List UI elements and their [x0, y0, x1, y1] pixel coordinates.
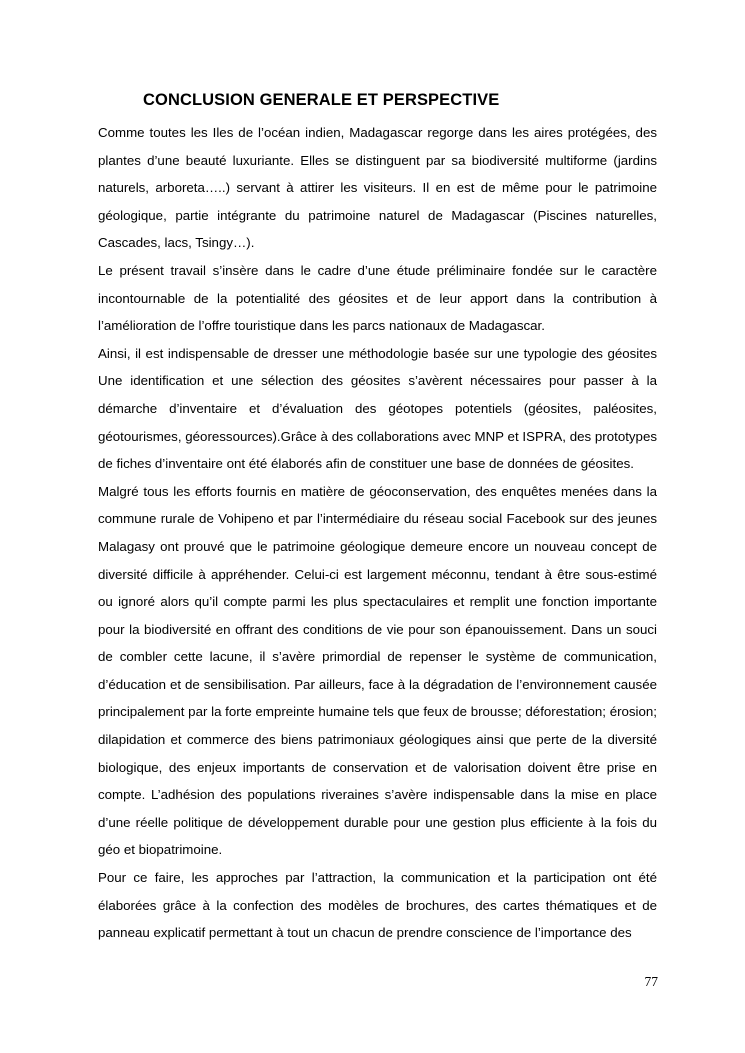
paragraph-2: Le présent travail s’insère dans le cadre d’une étude préliminaire fondée sur le caractère incontournable de la potentialité des géosites et de leur apport dans la contribution à l’amélioration de l’offre touristique dans les parcs nationaux de Madagascar.	[98, 262, 657, 334]
section-title: CONCLUSION GENERALE ET PERSPECTIVE	[143, 91, 500, 109]
paragraph-5: Pour ce faire, les approches par l’attraction, la communication et la participation ont été élaborées grâce à la confection des modèles de brochures, des cartes thématiques et de panneau explicatif permettant à tout un chacun de prendre conscience de l’importance des	[98, 870, 657, 941]
paragraph-4: Malgré tous les efforts fournis en matière de géoconservation, des enquêtes menées dans la commune rurale de Vohipeno et par l’intermédiaire du réseau social Facebook sur des jeunes Malagasy ont prouvé que le patrimoine géologique demeure encore un nouveau concept de diversité difficile à appréhender. Celui-ci est largement méconnu, tendant à être sous-estimé ou ignoré alors qu’il compte parmi les plus spectaculaires et remplit une fonction importante pour la biodiversité en offrant des conditions de vie pour son épanouissement. Dans un souci de combler cette lacune, il s’avère primordial de repenser le système de communication, d’éducation et de sensibilisation. Par ailleurs, face à la dégradation de l’environnement causée principalement par la forte empreinte humaine tels que feux de brousse; déforestation; érosion; dilapidation et commerce des biens patrimoniaux géologiques ainsi que perte de la diversité biologique, des enjeux importants de conservation et de valorisation doivent être prise en compte. L’adhésion des populations riveraines s’avère indispensable dans la mise en place d’une réelle politique de développement durable pour une gestion plus efficiente à la fois du géo et biopatrimoine.	[98, 483, 657, 858]
body-text	[98, 119, 657, 947]
page-number: 77	[644, 974, 658, 989]
paragraph-1: Comme toutes les Iles de l’océan indien, Madagascar regorge dans les aires protégées, des plantes d’une beauté luxuriante. Elles se distinguent par sa biodiversité multiforme (jardins naturels, arboreta…..) servant à attirer les visiteurs. Il en est de même pour le patrimoine géologique, partie intégrante du patrimoine naturel de Madagascar (Piscines naturelles, Cascades, lacs, Tsingy…).	[98, 125, 657, 251]
paragraph-3: Ainsi, il est indispensable de dresser une méthodologie basée sur une typologie des géosites Une identification et une sélection des géosites s’avèrent nécessaires pour passer à la démarche d’inventaire et d’évaluation des géotopes potentiels (géosites, paléosites, géotourismes, géoressources).Grâce à des collaborations avec MNP et ISPRA, des prototypes de fiches d’inventaire ont été élaborés afin de constituer une base de données de géosites.	[98, 345, 657, 472]
